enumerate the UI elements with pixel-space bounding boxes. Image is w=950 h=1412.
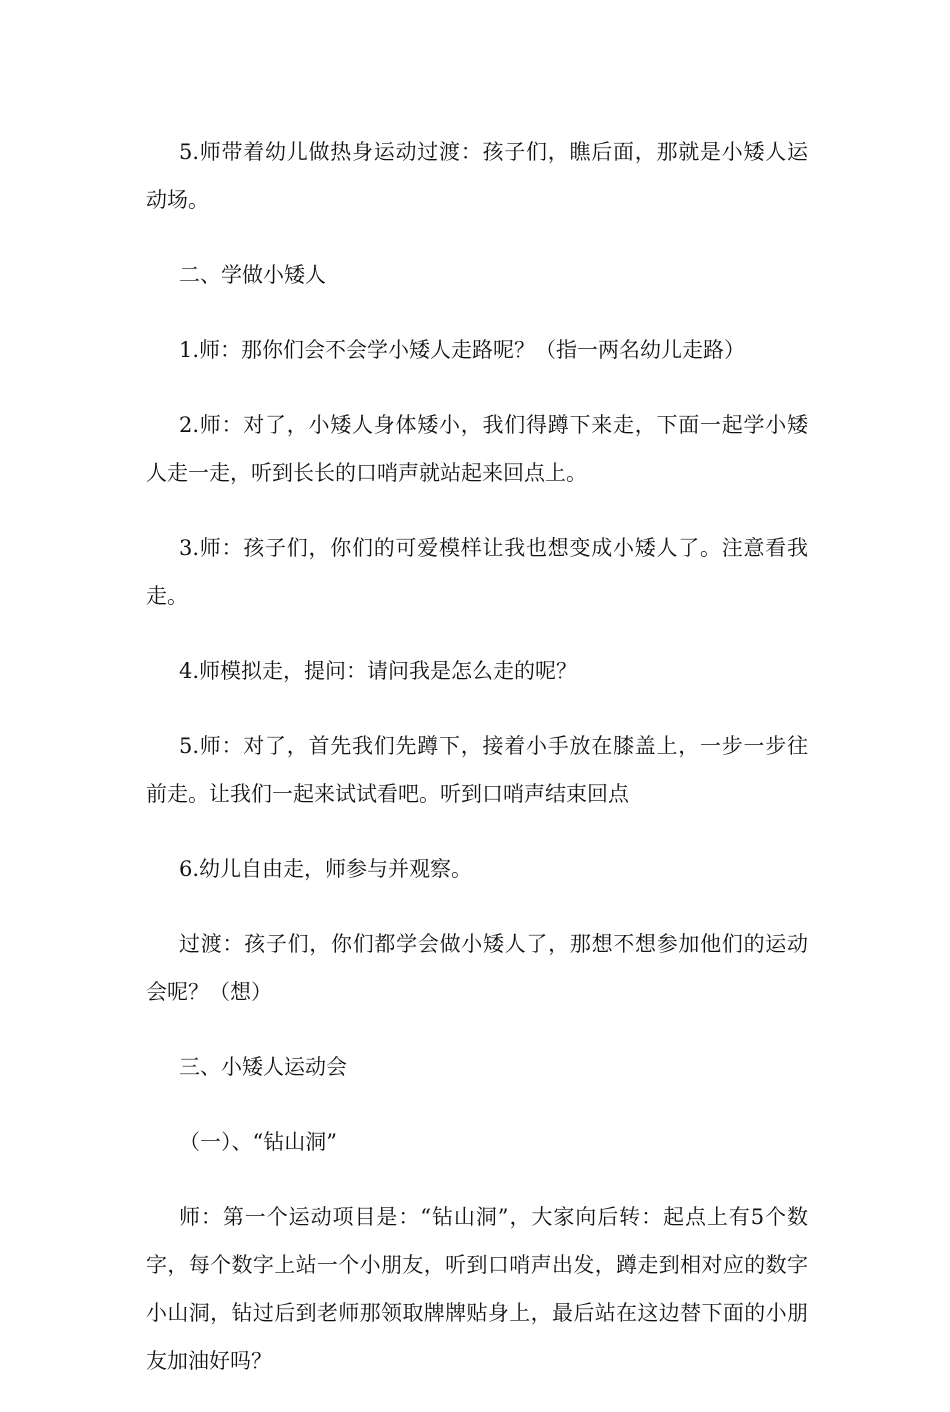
- paragraph-warmup-transition: 5.师带着幼儿做热身运动过渡：孩子们，瞧后面，那就是小矮人运动场。: [146, 140, 808, 212]
- section-heading-learn-dwarf: 二、学做小矮人: [179, 263, 326, 287]
- paragraph-step-5: 5.师：对了，首先我们先蹲下，接着小手放在膝盖上，一步一步往前走。让我们一起来试试看吧。听到口哨声结束回点: [146, 734, 808, 806]
- paragraph-transition: 过渡：孩子们，你们都学会做小矮人了，那想不想参加他们的运动会呢？（想）: [146, 932, 808, 1004]
- paragraph-step-2: 2.师：对了，小矮人身体矮小，我们得蹲下来走，下面一起学小矮人走一走，听到长长的口哨声就站起来回点上。: [146, 413, 808, 485]
- section-heading-sports-meet: 三、小矮人运动会: [179, 1055, 347, 1079]
- document-body: [146, 128, 808, 1412]
- paragraph-step-6: 6.幼儿自由走，师参与并观察。: [179, 857, 473, 881]
- paragraph-step-1: 1.师：那你们会不会学小矮人走路呢？（指一两名幼儿走路）: [179, 338, 746, 362]
- paragraph-step-3: 3.师：孩子们，你们的可爱模样让我也想变成小矮人了。注意看我走。: [146, 536, 808, 608]
- subsection-heading-cave: （一）、“钻山洞”: [179, 1130, 337, 1154]
- paragraph-cave-instructions: 师：第一个运动项目是：“钻山洞”，大家向后转：起点上有5个数字，每个数字上站一个小朋友，听到口哨声出发，蹲走到相对应的数字小山洞，钻过后到老师那领取牌牌贴身上，最后站在这边替下面的小朋友加油好吗？: [146, 1205, 808, 1373]
- paragraph-step-4: 4.师模拟走，提问：请问我是怎么走的呢？: [179, 659, 578, 683]
